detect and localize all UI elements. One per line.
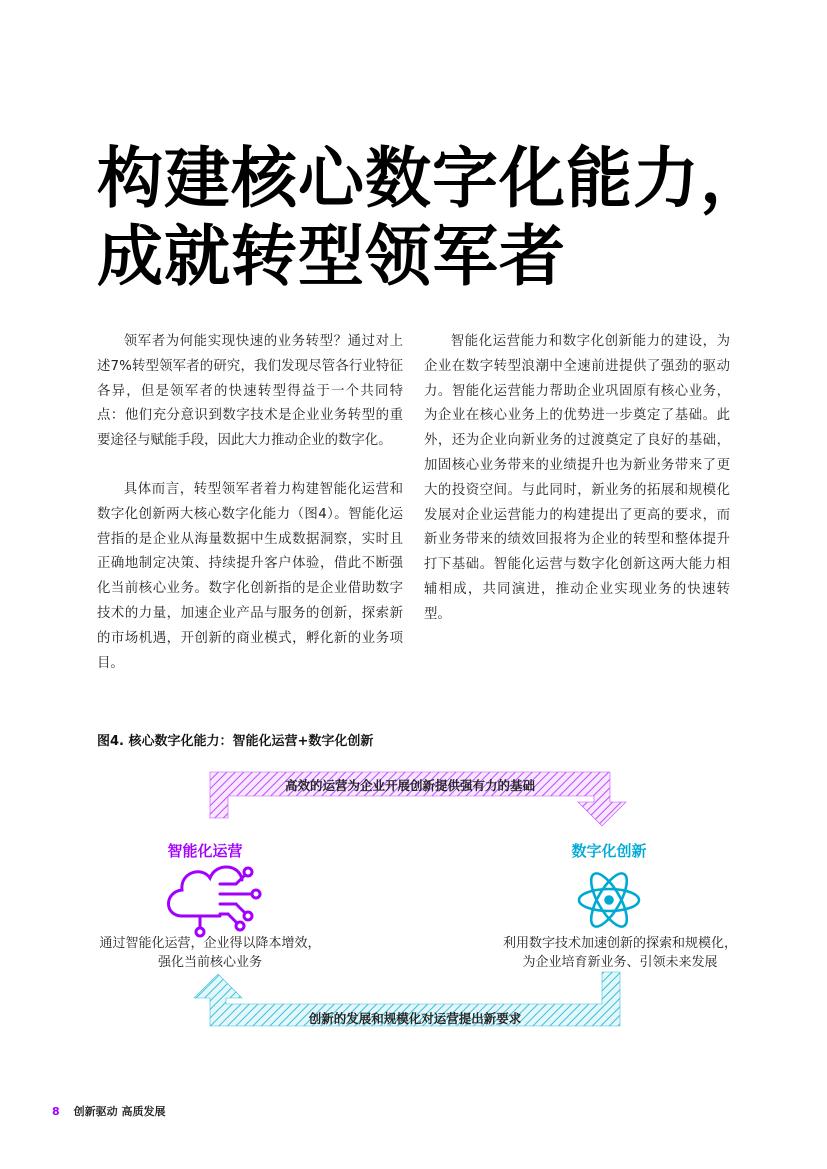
- capability-diagram: [60, 760, 780, 1040]
- diagram-graphics: [60, 760, 780, 1040]
- digital-innovation-title: 数字化创新: [571, 842, 647, 860]
- paragraph: 具体而言，转型领军者着力构建智能化运营和数字化创新两大核心数字化能力（图4）。智能化运营指的是企业从海量数据中生成数据洞察，实时且正确地制定决策、持续提升客户体验，借此不断强化当前核心业务。数字化创新指的是企业借助数字技术的力量，加速企业产品与服务的创新，探索新的市场机遇，开创新的商业模式，孵化新的业务项目。: [97, 481, 403, 671]
- smart-operations-desc-line-1: 通过智能化运营，企业得以降本增效，: [99, 936, 321, 951]
- footer-text: 创新驱动 高质发展: [73, 1105, 166, 1118]
- smart-operations-title: 智能化运营: [167, 842, 243, 860]
- bottom-arrow-label: 创新的发展和规模化对运营提出新要求: [308, 1011, 522, 1026]
- page-title-line-1: 构建核心数字化能力，: [97, 140, 767, 217]
- cloud-network-icon: [169, 867, 261, 936]
- page-number: 8: [52, 1105, 60, 1118]
- left-column: [97, 330, 403, 700]
- digital-innovation-desc-line-1: 利用数字技术加速创新的探索和规模化，: [502, 936, 737, 951]
- paragraph: 智能化运营能力和数字化创新能力的建设，为企业在数字转型浪潮中全速前进提供了强劲的驱动力。智能化运营能力帮助企业巩固原有核心业务，为企业在核心业务上的优势进一步奠定了基础。此外，还为企业向新业务的过渡奠定了良好的基础，加固核心业务带来的业绩提升也为新业务带来了更大的投资空间。与此同时，新业务的拓展和规模化发展对企业运营能力的构建提出了更高的要求，而新业务带来的绩效回报将为企业的转型和整体提升打下基础。智能化运营与数字化创新这两大能力相辅相成，共同演进，推动企业实现业务的快速转型。: [424, 334, 730, 622]
- page-title: [97, 140, 767, 296]
- figure-caption: 图4. 核心数字化能力：智能化运营+数字化创新: [97, 734, 374, 749]
- right-column: [424, 330, 730, 652]
- smart-operations-desc-line-2: 强化当前核心业务: [157, 955, 262, 970]
- paragraph: 领军者为何能实现快速的业务转型？通过对上述7%转型领军者的研究，我们发现尽管各行业特征各异，但是领军者的快速转型得益于一个共同特点：他们充分意识到数字技术是企业业务转型的重要途径与赋能手段，因此大力推动企业的数字化。: [97, 334, 403, 449]
- page-title-line-2: 成就转型领军者: [97, 218, 566, 295]
- page-footer: [52, 1103, 166, 1119]
- digital-innovation-desc-line-2: 为企业培育新业务、引领未来发展: [522, 955, 718, 970]
- atom-icon: [579, 869, 639, 932]
- smart-operations-description: [80, 934, 340, 972]
- top-arrow-label: 高效的运营为企业开展创新提供强有力的基础: [284, 778, 535, 793]
- digital-innovation-description: [470, 934, 770, 972]
